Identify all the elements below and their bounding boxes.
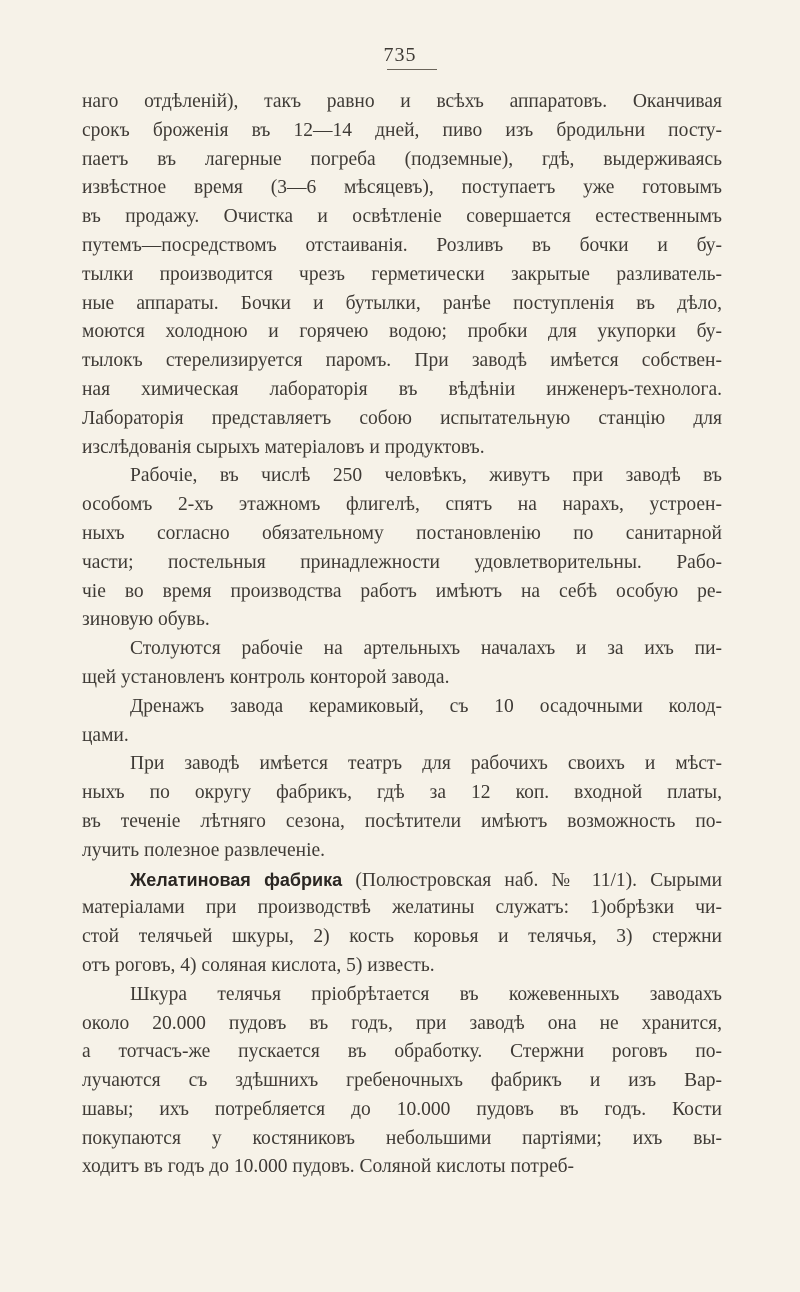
text-line — [82, 174, 722, 203]
line-text: тылки производится чрезъ герметически закрытые разливатель- — [82, 263, 722, 285]
text-line — [82, 520, 722, 549]
line-text: шавы; ихъ потребляется до 10.000 пудовъ въ годъ. Кости — [82, 1098, 722, 1120]
text-line — [82, 722, 722, 751]
page-number: 735 — [383, 44, 417, 66]
text-line — [82, 952, 722, 981]
text-line — [82, 894, 722, 923]
text-line — [82, 405, 722, 434]
text-line — [82, 866, 722, 895]
line-text: въ продажу. Очистка и освѣтленіе совершается естественнымъ — [82, 206, 722, 228]
line-text: щей установленъ контроль конторой завода. — [82, 666, 450, 688]
text-line — [82, 261, 722, 290]
text-line — [82, 606, 722, 635]
text-line — [82, 434, 722, 463]
line-text: извѣстное время (3—6 мѣсяцевъ), поступаетъ уже готовымъ — [82, 177, 722, 199]
line-text: лучаются съ здѣшнихъ гребеночныхъ фабрикъ и изъ Вар- — [82, 1070, 722, 1092]
line-text: тылокъ стерелизируется паромъ. При заводѣ имѣется собствен- — [82, 350, 722, 372]
line-text: (Полюстровская наб. № 11/1). Сырыми — [342, 869, 723, 891]
line-text: покупаются у костяниковъ небольшими партіями; ихъ вы- — [82, 1127, 722, 1149]
line-text: ходитъ въ годъ до 10.000 пудовъ. Соляной кислоты потреб- — [82, 1156, 575, 1178]
section-heading: Желатиновая фабрика — [130, 869, 343, 890]
line-text: цами. — [82, 724, 129, 746]
line-text: Лабораторія представляетъ собою испытательную станцію для — [82, 407, 722, 429]
text-line — [82, 1125, 722, 1154]
text-line — [82, 203, 722, 232]
line-text: Дренажъ завода керамиковый, съ 10 осадочными колод- — [130, 695, 722, 717]
text-line — [82, 318, 722, 347]
line-text: паетъ въ лагерные погреба (подземные), гдѣ, выдерживаясь — [82, 148, 722, 170]
text-line — [82, 578, 722, 607]
line-text: Шкура телячья пріобрѣтается въ кожевенныхъ заводахъ — [130, 983, 722, 1005]
text-line — [82, 750, 722, 779]
line-text: Столуются рабочіе на артельныхъ началахъ и за ихъ пи- — [130, 638, 722, 660]
line-text: зиновую обувь. — [82, 609, 210, 631]
text-line — [82, 232, 722, 261]
line-text: ныхъ согласно обязательному постановленію по санитарной — [82, 522, 722, 544]
line-text: моются холодною и горячею водою; пробки для укупорки бу- — [82, 321, 722, 343]
line-text: части; постельныя принадлежности удовлетворительны. Рабо- — [82, 551, 722, 573]
line-text: матеріалами при производствѣ желатины служатъ: 1)обрѣзки чи- — [82, 897, 722, 919]
line-text: изслѣдованія сырыхъ матеріаловъ и продуктовъ. — [82, 436, 485, 458]
text-line — [82, 549, 722, 578]
text-line — [82, 693, 722, 722]
line-text: Рабочіе, въ числѣ 250 человѣкъ, живутъ при заводѣ въ — [130, 465, 722, 487]
text-line — [82, 376, 722, 405]
line-text: При заводѣ имѣется театръ для рабочихъ своихъ и мѣст- — [130, 753, 722, 775]
text-line — [82, 1153, 722, 1182]
line-text: а тотчасъ-же пускается въ обработку. Стержни роговъ по- — [82, 1041, 722, 1063]
line-text: чіе во время производства работъ имѣютъ на себѣ особую ре- — [82, 580, 722, 602]
text-line — [82, 1038, 722, 1067]
text-line — [82, 117, 722, 146]
text-line — [82, 1010, 722, 1039]
line-text: лучить полезное развлеченіе. — [82, 839, 326, 861]
body-text — [82, 88, 722, 1182]
text-line — [82, 491, 722, 520]
line-text: отъ роговъ, 4) соляная кислота, 5) известь. — [82, 954, 435, 976]
line-text: особомъ 2-хъ этажномъ флигелѣ, спятъ на нарахъ, устроен- — [82, 494, 722, 516]
text-line — [82, 664, 722, 693]
line-text: стой телячьей шкуры, 2) кость коровья и телячья, 3) стержни — [82, 926, 722, 948]
line-text: ныхъ по округу фабрикъ, гдѣ за 12 коп. входной платы, — [82, 782, 722, 804]
text-line — [82, 635, 722, 664]
line-text: ная химическая лабораторія въ вѣдѣніи инженеръ-технолога. — [82, 378, 722, 400]
text-line — [82, 1096, 722, 1125]
text-line — [82, 88, 722, 117]
line-text: около 20.000 пудовъ въ годъ, при заводѣ она не хранится, — [82, 1012, 722, 1034]
text-line — [82, 923, 722, 952]
line-text: срокъ броженія въ 12—14 дней, пиво изъ бродильни посту- — [82, 119, 722, 141]
line-text: въ теченіе лѣтняго сезона, посѣтители имѣютъ возможность по- — [82, 810, 722, 832]
text-line — [82, 1067, 722, 1096]
text-line — [82, 837, 722, 866]
text-line — [82, 290, 722, 319]
text-line — [82, 981, 722, 1010]
text-line — [82, 146, 722, 175]
line-text: путемъ—посредствомъ отстаиванія. Розливъ въ бочки и бу- — [82, 234, 722, 256]
text-line — [82, 347, 722, 376]
text-line — [82, 808, 722, 837]
line-text: ные аппараты. Бочки и бутылки, ранѣе поступленія въ дѣло, — [82, 292, 722, 314]
text-line — [82, 779, 722, 808]
text-line — [82, 462, 722, 491]
page-number-rule — [387, 69, 437, 70]
line-text: наго отдѣленій), такъ равно и всѣхъ аппаратовъ. Оканчивая — [82, 91, 722, 112]
